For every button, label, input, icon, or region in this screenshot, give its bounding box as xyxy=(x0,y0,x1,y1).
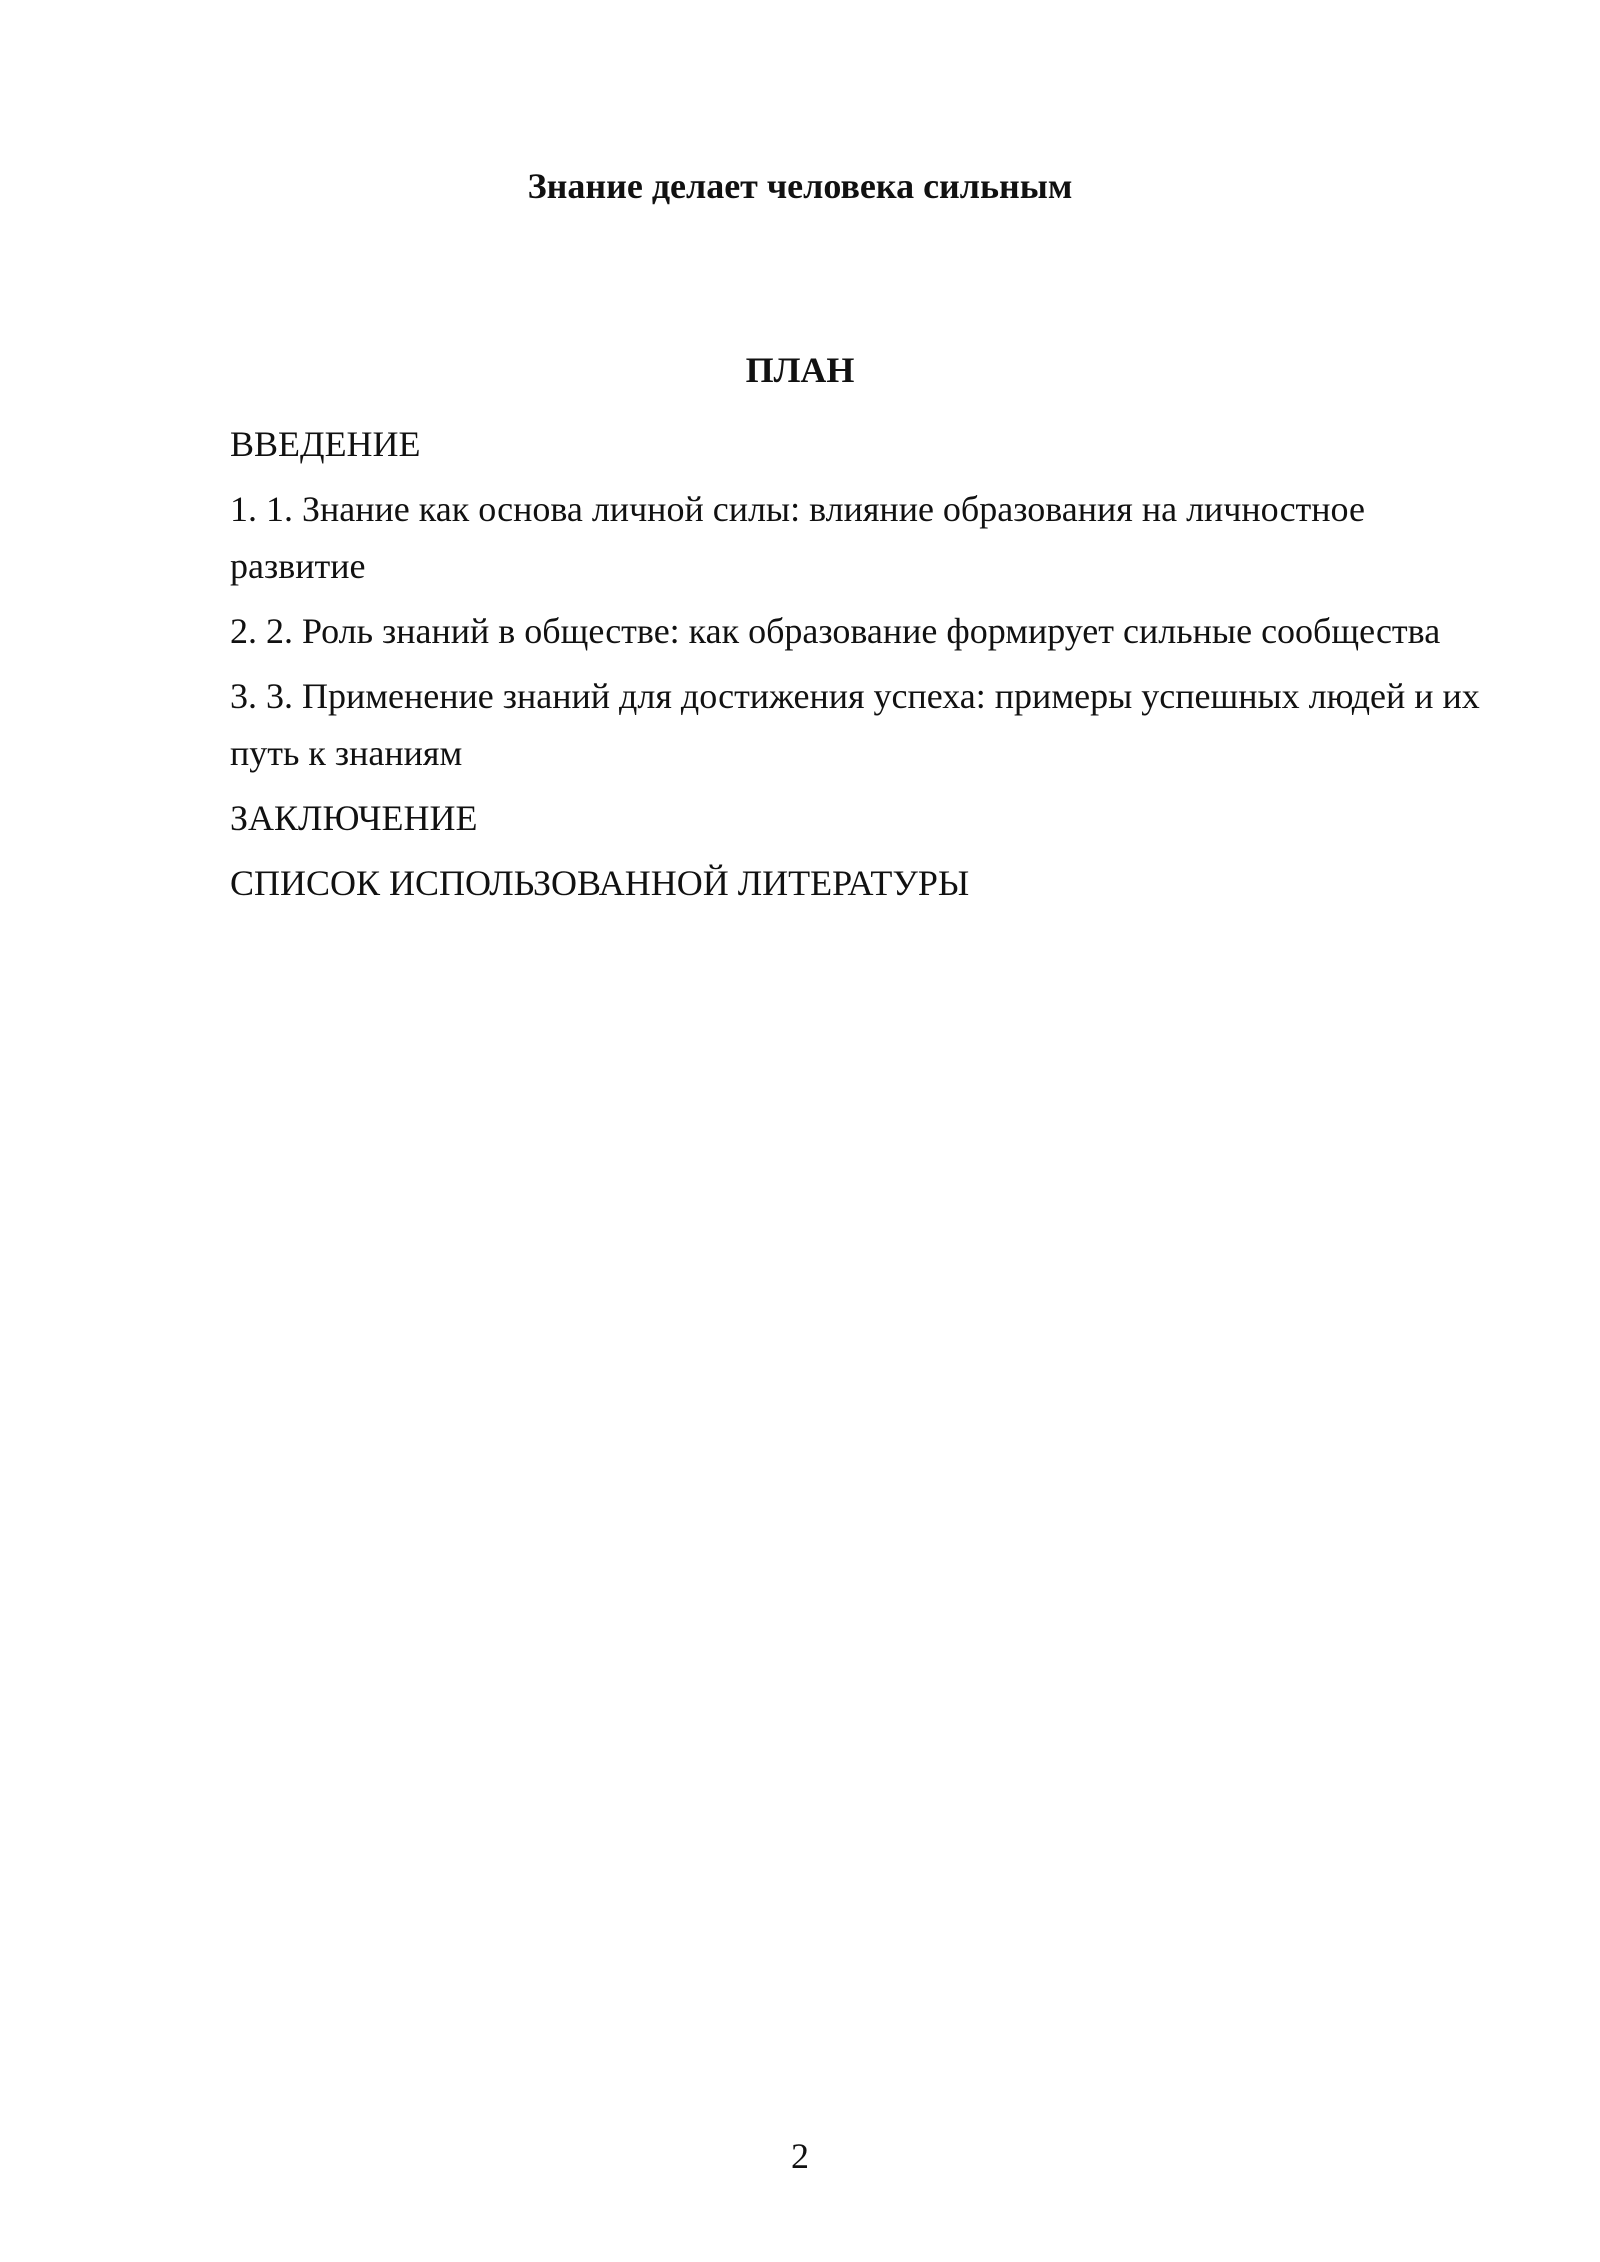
toc-item-references: СПИСОК ИСПОЛЬЗОВАННОЙ ЛИТЕРАТУРЫ xyxy=(230,863,970,903)
toc-item-1: 1. 1. Знание как основа личной силы: влияние образования на личностное развитие xyxy=(230,489,1365,586)
toc-item-2: 2. 2. Роль знаний в обществе: как образование формирует сильные сообщества xyxy=(230,611,1441,651)
document-title: Знание делает человека сильным xyxy=(527,166,1073,206)
toc-item-3: 3. 3. Применение знаний для достижения успеха: примеры успешных людей и их путь к знаниям xyxy=(230,676,1480,773)
page-number: 2 xyxy=(791,2136,809,2176)
toc-item-conclusion: ЗАКЛЮЧЕНИЕ xyxy=(230,798,478,838)
table-of-contents xyxy=(230,416,1500,920)
toc-item-introduction: ВВЕДЕНИЕ xyxy=(230,424,421,464)
plan-heading: ПЛАН xyxy=(745,350,855,390)
